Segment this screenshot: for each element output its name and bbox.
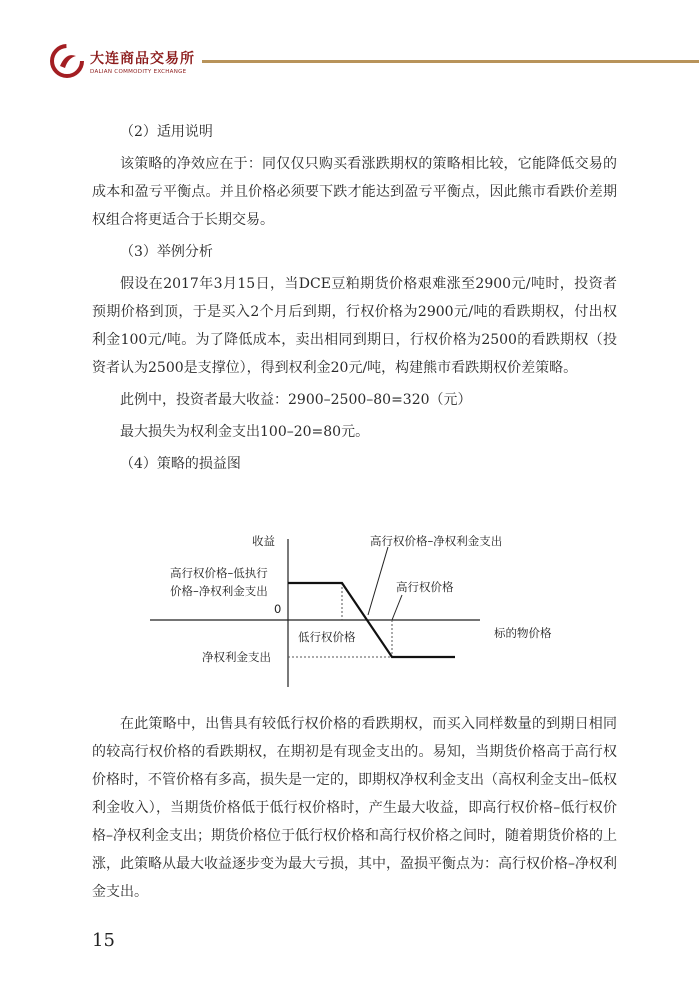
- page-header: [0, 0, 699, 80]
- high-strike-label: 高行权价格: [396, 580, 454, 594]
- high-strike-pointer: [392, 595, 402, 620]
- section3-paragraph-2: 此例中，投资者最大收益：2900–2500–80=320（元）: [120, 392, 472, 408]
- breakeven-pointer: [368, 547, 388, 615]
- breakeven-label: 高行权价格–净权利金支出: [370, 534, 503, 548]
- section3-heading: （3）举例分析: [120, 244, 213, 260]
- section2-paragraph: 该策略的净效应在于：同仅仅只购买看涨跌期权的策略相比较，它能降低交易的成本和盈亏平衡点。并且价格必须要下跌才能达到盈亏平衡点，因此熊市看跌价差期权组合将更适合于长期交易。: [92, 156, 617, 228]
- section2-heading: （2）适用说明: [120, 124, 213, 140]
- brand: [90, 48, 195, 75]
- origin-label: 0: [274, 602, 282, 616]
- payoff-chart: [150, 527, 580, 697]
- brand-name-cn: 大连商品交易所: [90, 51, 195, 67]
- body-text: [92, 118, 617, 478]
- y-axis-label: 收益: [252, 534, 275, 548]
- section3-paragraph-3: 最大损失为权利金支出100–20=80元。: [120, 424, 370, 440]
- header-rule: [202, 60, 699, 63]
- x-axis-label: 标的物价格: [494, 626, 552, 640]
- section3-paragraph-1: 假设在2017年3月15日，当DCE豆粕期货价格艰难涨至2900元/吨时，投资者预期价格到顶，于是买入2个月后到期，行权价格为2900元/吨的看跌期权，付出权利金100元/吨。为了降低成本，卖出相同到期日，行权价格为2500的看跌期权（投资者认为2500是支撑位），得到权利金20元/吨，构建熊市看跌期权价差策略。: [92, 276, 617, 376]
- section4-heading: （4）策略的损益图: [120, 456, 241, 472]
- max-loss-label: 净权利金支出: [202, 650, 271, 664]
- low-strike-label: 低行权价格: [298, 630, 356, 644]
- brand-name-en: DALIAN COMMODITY EXCHANGE: [90, 69, 187, 75]
- max-profit-label-1: 高行权价格–低执行: [170, 566, 268, 580]
- page-number: 15: [92, 930, 115, 951]
- exchange-logo-icon: [50, 44, 84, 78]
- conclusion-paragraph: 在此策略中，出售具有较低行权价格的看跌期权，而买入同样数量的到期日相同的较高行权价格的看跌期权，在期初是有现金支出的。易知，当期货价格高于高行权价格时，不管价格有多高，损失是一定的，即期权净权利金支出（高权利金支出–低权利金收入），当期货价格低于低行权价格时，产生最大收益，即高行权价格–低行权价格–净权利金支出；期货价格位于低行权价格和高行权价格之间时，随着期货价格的上涨，此策略从最大收益逐步变为最大亏损，其中，盈损平衡点为：高行权价格–净权利金支出。: [92, 716, 617, 900]
- body-text-after-chart: [92, 710, 617, 906]
- max-profit-label-2: 价格–净权利金支出: [170, 584, 268, 598]
